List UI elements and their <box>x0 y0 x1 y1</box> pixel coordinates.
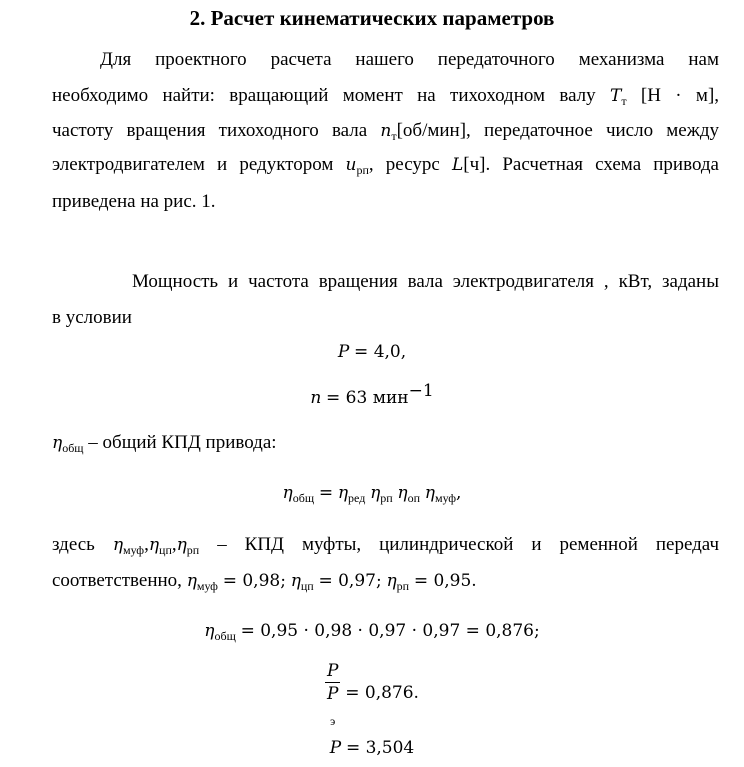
equation-power: P = 4,0, <box>337 342 407 362</box>
equation-power-ratio: P P $_э$ = 0,876. <box>327 661 419 728</box>
paragraph-line: электродвигателем и редуктором $u_{рп}$, ресурс L[ч]. Расчетная схема привода <box>52 154 719 177</box>
paragraph-line: здесь $\eta_{муф},\eta_{цп},\eta_{рп}$ – КПД муфты, цилиндрической и ременной передач <box>52 534 720 557</box>
equation-speed: n = 63 мин$^{-1}$ <box>310 381 434 408</box>
equation-efficiency-product: $\eta_{общ} = \eta_{ред}$ $\eta_{рп}$ $\eta_{оп}$ $\eta_{муф}$, <box>282 483 462 505</box>
paragraph-line: необходимо найти: вращающий момент на тихоходном валу $T_т$ [Н · м], <box>52 85 720 108</box>
paragraph-line: Для проектного расчета нашего передаточного механизма нам <box>100 49 719 70</box>
paragraph-line: приведена на рис. 1. <box>52 191 216 212</box>
section-title: 2. Расчет кинематических параметров <box>189 6 555 30</box>
efficiency-definition: $\eta_{общ}$ – общий КПД привода: <box>52 432 277 455</box>
paragraph-line: в условии <box>52 307 132 328</box>
paragraph-line: Мощность и частота вращения вала электродвигателя , кВт, заданы <box>132 271 719 292</box>
paragraph-line: соответственно, $\eta_{муф} = 0,98$; $\eta_{цп} = 0,97$; $\eta_{рп} = 0,95$. <box>52 570 477 593</box>
paragraph-line: частоту вращения тихоходного вала $n_т[об/мин]$, передаточное число между <box>52 120 720 143</box>
equation-efficiency-value: $\eta_{общ} = 0,95 \cdot 0,98 \cdot 0,97 \cdot 0,97 = 0,876$; <box>204 621 540 643</box>
equation-power-result: P = 3,504 <box>329 738 415 758</box>
